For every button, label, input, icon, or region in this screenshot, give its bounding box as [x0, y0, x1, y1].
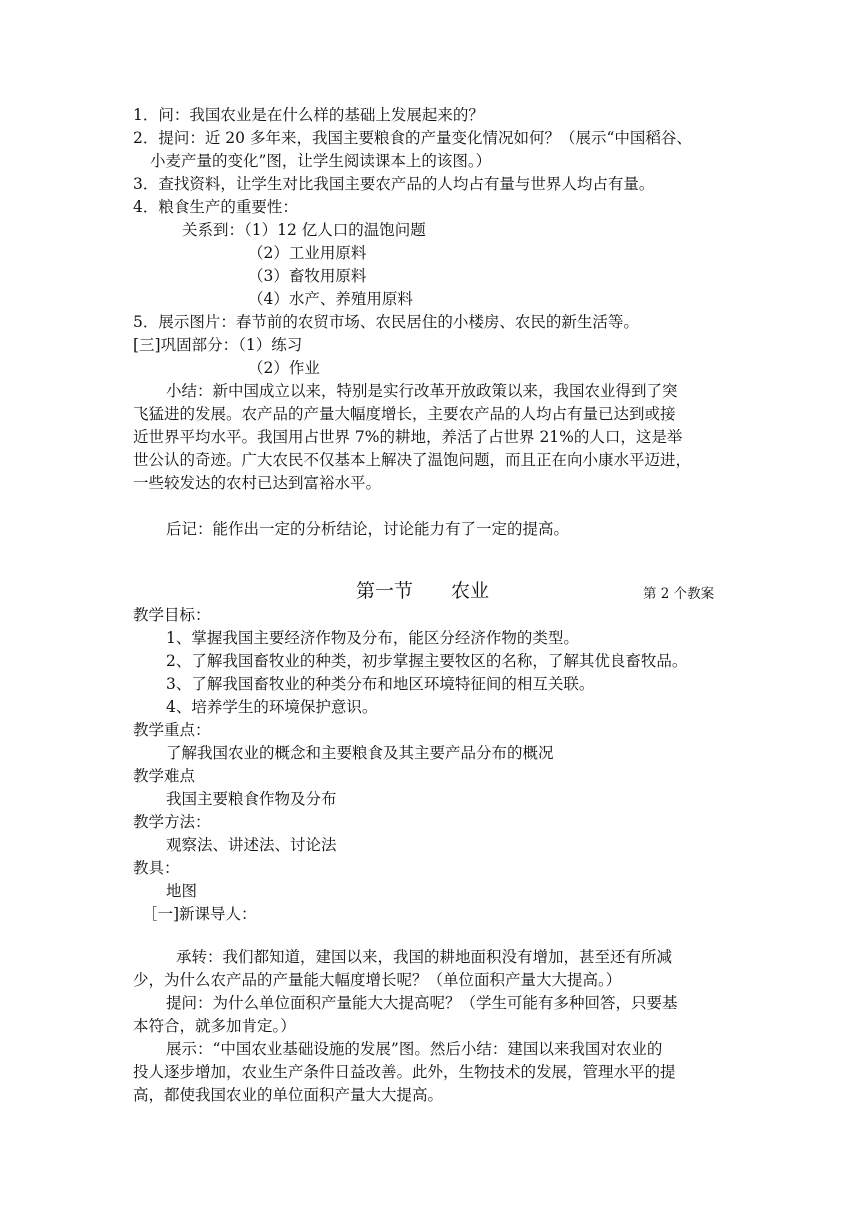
summary-line-4: 世公认的奇迹。广大农民不仅基本上解决了温饱问题，而且正在向小康水平迈进， — [133, 451, 692, 469]
relates-item-3: （3）畜牧用原料 — [248, 267, 367, 285]
summary-line-3: 近世界平均水平。我国用占世界 7%的耕地，养活了占世界 21%的人口，这是举 — [133, 428, 683, 446]
section-title: 第一节 农业 — [356, 580, 490, 602]
focus-heading: 教学重点： — [133, 721, 211, 739]
goal-item: 1、掌握我国主要经济作物及分布，能区分经济作物的类型。 — [166, 629, 579, 647]
postscript: 后记：能作出一定的分析结论，讨论能力有了一定的提高。 — [166, 520, 570, 538]
summary-line-1: 小结：新中国成立以来，特别是实行改革开放政策以来，我国农业得到了突 — [166, 382, 678, 400]
goal-item: 2、了解我国畜牧业的种类，初步掌握主要牧区的名称，了解其优良畜牧品。 — [166, 652, 688, 670]
method-heading: 教学方法： — [133, 813, 211, 831]
question-1: 1．问：我国农业是在什么样的基础上发展起来的？ — [133, 106, 484, 124]
goals-heading: 教学目标： — [133, 606, 211, 624]
question-5: 5．展示图片：春节前的农贸市场、农民居住的小楼房、农民的新生活等。 — [133, 313, 639, 331]
transition-line-2: 少，为什么农产品的产量能大幅度增长呢？（单位面积产量大大提高。） — [133, 971, 622, 989]
summary-line-5: 一些较发达的农村已达到富裕水平。 — [133, 474, 382, 492]
display-line-2: 投人逐步增加，农业生产条件日益改善。此外，生物技术的发展，管理水平的提 — [133, 1063, 676, 1081]
relates-item-2: （2）工业用原料 — [248, 244, 367, 262]
question-3: 3．查找资料，让学生对比我国主要农产品的人均占有量与世界人均占有量。 — [133, 175, 655, 193]
tools-heading: 教具： — [133, 859, 180, 877]
tools-text: 地图 — [166, 882, 198, 900]
question-line-2: 本符合，就多加肯定。） — [133, 1017, 296, 1035]
relates-item-4: （4）水产、养殖用原料 — [248, 290, 413, 308]
intro-heading: ［一]新课导人： — [142, 905, 257, 923]
difficulty-heading: 教学难点 — [133, 767, 196, 785]
consolidate-line: [三]巩固部分：（1）练习 — [133, 336, 303, 354]
focus-text: 了解我国农业的概念和主要粮食及其主要产品分布的概况 — [166, 744, 554, 762]
difficulty-text: 我国主要粮食作物及分布 — [166, 790, 337, 808]
question-2-line-1: 2．提问：近 20 多年来，我国主要粮食的产量变化情况如何？（展示“中国稻谷、 — [133, 129, 692, 147]
consolidate-item-2: （2）作业 — [248, 359, 320, 377]
relates-to-line: 关系到：（1）12 亿人口的温饱问题 — [182, 221, 426, 239]
question-4: 4．粮食生产的重要性： — [133, 198, 298, 216]
goal-item: 4、培养学生的环境保护意识。 — [166, 698, 378, 716]
question-line-1: 提问：为什么单位面积产量能大大提高呢？（学生可能有多种回答，只要基 — [166, 994, 678, 1012]
transition-line-1: 承转：我们都知道，建国以来，我国的耕地面积没有增加，甚至还有所减 — [176, 948, 673, 966]
lesson-plan-number: 第 2 个教案 — [643, 586, 715, 602]
method-text: 观察法、讲述法、讨论法 — [166, 836, 337, 854]
goal-item: 3、了解我国畜牧业的种类分布和地区环境特征间的相互关联。 — [166, 675, 595, 693]
display-line-1: 展示：“中国农业基础设施的发展”图。然后小结：建国以来我国对农业的 — [166, 1040, 663, 1058]
question-2-line-2: 小麦产量的变化”图，让学生阅读课本上的该图。） — [150, 152, 492, 170]
display-line-3: 高，都使我国农业的单位面积产量大大提高。 — [133, 1086, 444, 1104]
summary-line-2: 飞猛进的发展。农产品的产量大幅度增长，主要农产品的人均占有量已达到或接 — [133, 405, 676, 423]
